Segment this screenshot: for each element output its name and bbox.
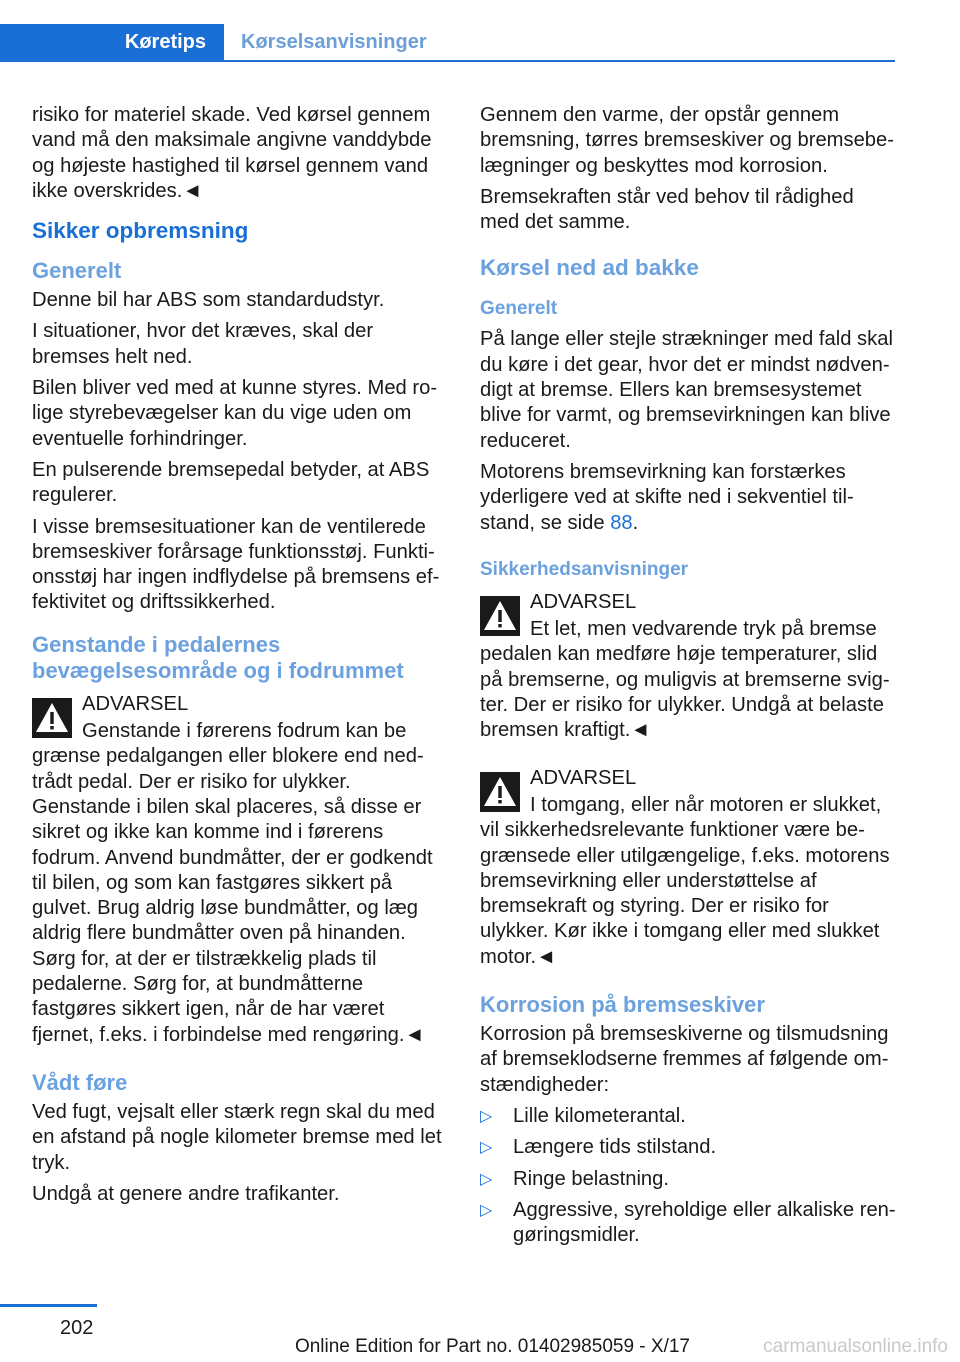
paragraph-intro: risiko for materiel skade. Ved kørsel gennem vand må den maksimale angivne vanddybde og højeste hastighed til kørsel gennem vand ikke overskrides.◄ xyxy=(32,104,432,202)
paragraph xyxy=(480,460,896,536)
paragraph: En pulserende bremsepedal betyder, at ABS regulerer. xyxy=(32,458,430,507)
paragraph: Korrosion på bremseskiverne og tilsmudsning af bremseklodserne fremmes af følgende omstændigheder: xyxy=(480,1023,889,1096)
warning-box xyxy=(32,692,448,1048)
paragraph: På lange eller stejle strækninger med fald skal du køre i det gear, hvor det er mindst nødvendigt at bremse. Ellers kan bremsesystemet blive for varmt, og bremsevirkningen kan blive reduceret. xyxy=(480,328,893,452)
warning-title: ADVARSEL xyxy=(530,766,637,789)
text: . xyxy=(632,511,639,534)
list-item-text: Ringe belastning. xyxy=(513,1167,669,1190)
header-bar xyxy=(0,24,895,62)
bullet-list xyxy=(480,1104,896,1248)
heading-korrosion: Korrosion på bremseskiver xyxy=(480,992,765,1018)
warning-triangle-icon xyxy=(32,698,72,738)
warning-triangle-icon xyxy=(480,772,520,812)
paragraph: Denne bil har ABS som standardudstyr. xyxy=(32,289,385,312)
left-column xyxy=(32,103,448,1213)
heading-genstande: Genstande i pedalernes bevægelsesområde og i fodrummet xyxy=(32,631,404,683)
warning-title: ADVARSEL xyxy=(530,590,637,613)
tab-koerselsanvisninger[interactable]: Kørselsanvisninger xyxy=(241,31,427,53)
warning-triangle-icon xyxy=(480,596,520,636)
warning-text: vil sikkerhedsrelevante funktioner være begrænsede eller utilgængelige, f.eks. motorens bremsevirkning eller understøttelse af bremsekraft og styring. Der er risiko for ulykker. Kør ikke i tomgang eller med slukket motor.◄ xyxy=(480,819,890,968)
tab-koeretips[interactable]: Køretips xyxy=(0,24,224,60)
heading-sikker-opbremsning: Sikker opbremsning xyxy=(32,218,249,244)
triangle-bullet-icon: ▷ xyxy=(480,1107,493,1125)
triangle-bullet-icon: ▷ xyxy=(480,1139,493,1157)
page-number-rule xyxy=(0,1304,97,1307)
list-item xyxy=(480,1104,896,1129)
heading-generelt: Generelt xyxy=(480,298,558,320)
right-column xyxy=(480,103,896,1254)
list-item-text: Længere tids stilstand. xyxy=(513,1136,717,1159)
header-divider xyxy=(0,60,895,62)
triangle-bullet-icon: ▷ xyxy=(480,1170,493,1188)
paragraph: Bremsekraften står ved behov til rådighed med det samme. xyxy=(480,185,854,234)
list-item-text: Aggressive, syreholdige eller alkaliske rengøringsmidler. xyxy=(513,1198,896,1247)
heading-koersel-ned-ad-bakke: Kørsel ned ad bakke xyxy=(480,255,699,281)
paragraph: Bilen bliver ved med at kunne styres. Med rolige styrebevægelser kan du vige uden om eventuelle forhindringer. xyxy=(32,377,438,450)
list-item-text: Lille kilometerantal. xyxy=(513,1104,686,1127)
warning-text: grænse pedalgangen eller blokere end nedtrådt pedal. Der er risiko for ulykker. Genstande i bilen skal placeres, så disse er sikret og ikke kan komme ind i førerens fodrum. Anvend bundmåtter, der er godkendt til bilen, og som kan fastgøres sikkert på gulvet. Brug aldrig løse bundmåtter, og læg aldrig flere bundmåtter oven på hinanden. Sørg for, at der er tilstrækkelig plads til pedalerne. Sørg for, at bundmåtterne fastgøres sikkert igen, når de har været fjernet, f.eks. i forbindelse med rengøring.◄ xyxy=(32,745,433,1046)
warning-text: Et let, men vedvarende tryk på bremse xyxy=(530,618,877,641)
heading-vaadt-foere: Vådt føre xyxy=(32,1069,128,1095)
warning-title: ADVARSEL xyxy=(82,692,189,715)
warning-text: Genstande i førerens fodrum kan be xyxy=(82,720,407,743)
paragraph: Ved fugt, vejsalt eller stærk regn skal du med en afstand på nogle kilometer bremse med let tryk. xyxy=(32,1100,442,1174)
heading-generelt: Generelt xyxy=(32,258,122,284)
triangle-bullet-icon: ▷ xyxy=(480,1201,493,1219)
text: Motorens bremsevirkning kan forstærkes yderligere ved at skifte ned i sekventiel tilstand, se side xyxy=(480,460,854,534)
paragraph: I situationer, hvor det kræves, skal der bremses helt ned. xyxy=(32,320,374,368)
warning-text: pedalen kan medføre høje temperaturer, slid på bremserne, og muligvis at bremserne svigter. Der er risiko for ulykker. Undgå at belaste bremsen kraftigt.◄ xyxy=(480,643,890,742)
heading-sikkerhedsanvisninger: Sikkerhedsanvisninger xyxy=(480,558,689,580)
warning-text: I tomgang, eller når motoren er slukket, xyxy=(530,793,882,816)
warning-box xyxy=(480,766,896,970)
warning-box xyxy=(480,590,896,744)
watermark: carmanualsonline.info xyxy=(763,1336,948,1357)
page-link[interactable]: 88 xyxy=(610,511,633,534)
page-number: 202 xyxy=(60,1317,94,1339)
footer-edition: Online Edition for Part no. 01402985059 - X/17 xyxy=(294,1336,690,1357)
list-item xyxy=(480,1167,896,1192)
list-item xyxy=(480,1135,896,1160)
paragraph: I visse bremsesituationer kan de ventilerede bremseskiver forårsage funktionsstøj. Funktionsstøj har ingen indflydelse på bremsens effektivitet og driftssikkerhed. xyxy=(32,515,440,614)
paragraph: Undgå at genere andre trafikanter. xyxy=(32,1182,340,1205)
paragraph: Gennem den varme, der opstår gennem bremsning, tørres bremseskiver og bremsebelægninger og beskyttes mod korrosion. xyxy=(480,104,894,177)
list-item xyxy=(480,1198,896,1249)
